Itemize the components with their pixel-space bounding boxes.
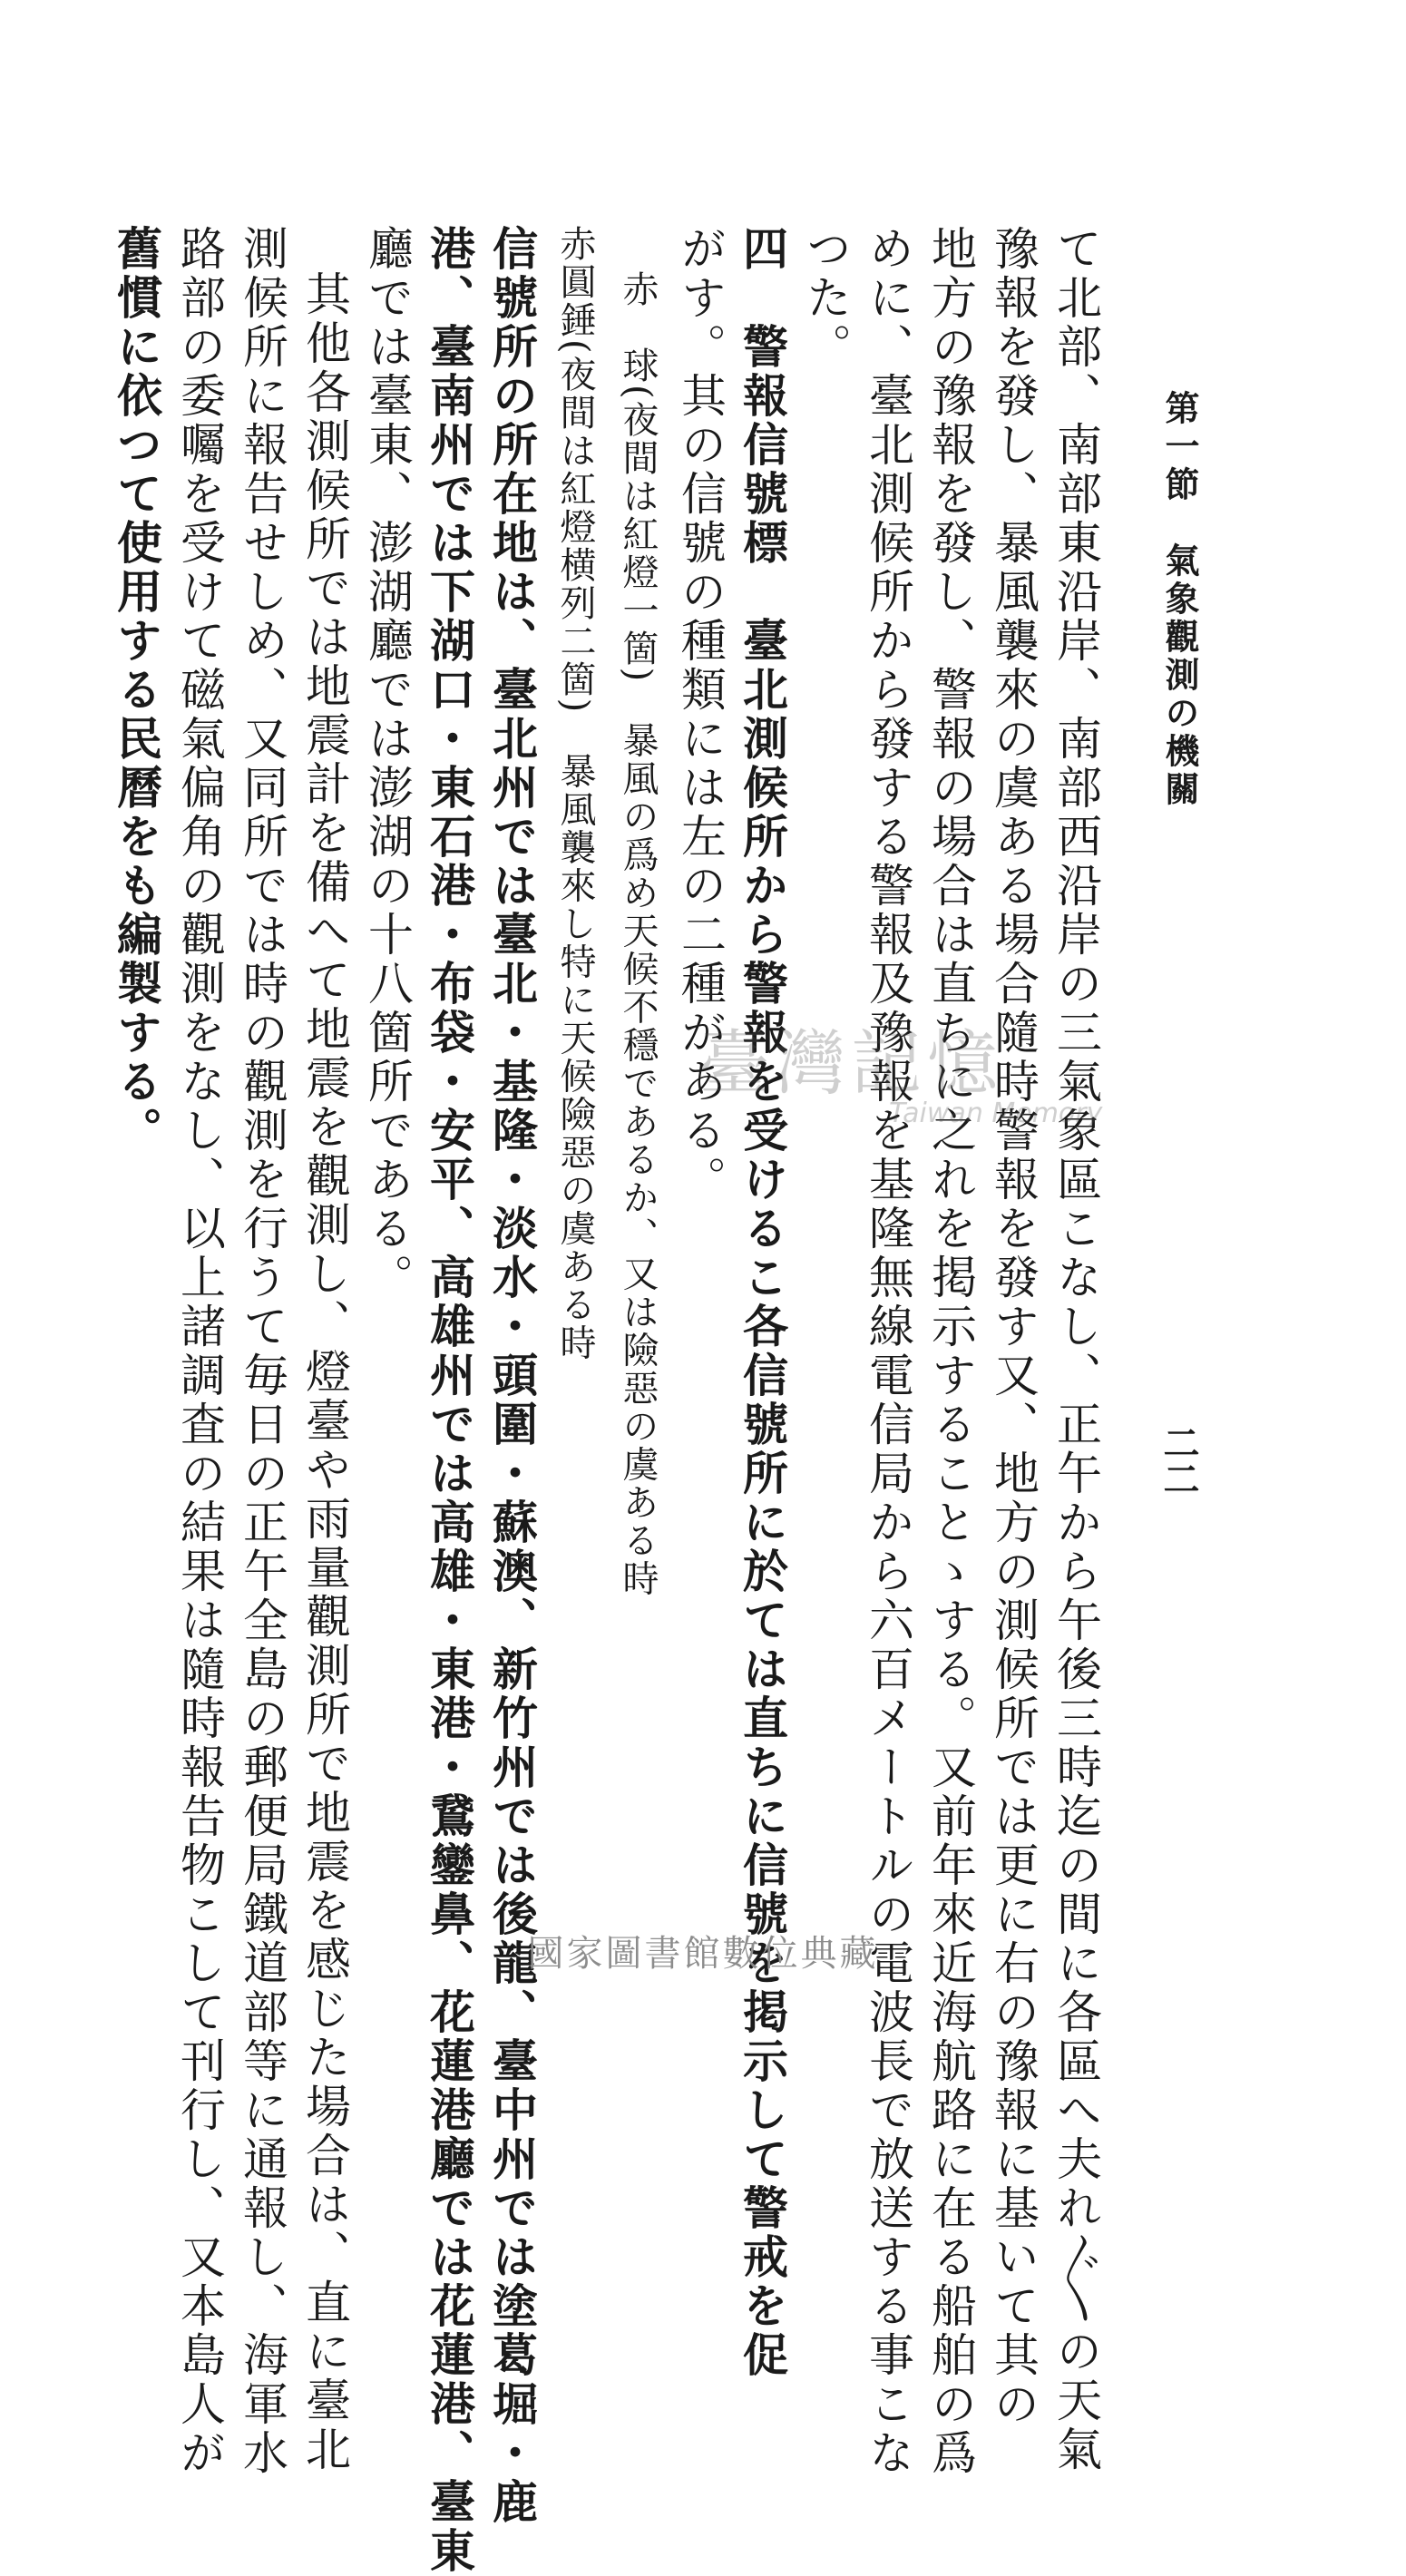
text-column: 豫報を發し、暴風襲來の虞ある場合隨時警報を發す又、地方の測候所では更に右の豫報に基いて其の	[987, 225, 1040, 2429]
signal-item-red-ball: 赤 球(夜間は紅燈一箇) 暴風の爲め天候不穩であるか、又は險惡の虞ある時	[617, 270, 659, 1598]
section-title: 第一節 氣象觀測の機關	[1159, 390, 1200, 809]
text-column: 路部の委囑を受けて磁氣偏角の觀測をなし、以上諸調査の結果は隨時報告物こして刊行し、又本島人が	[173, 225, 226, 2478]
text-column: がす。其の信號の種類には左の二種がある。	[674, 225, 727, 1205]
text-column: 港、臺南州では下湖口・東石港・布袋・安平、高雄州では高雄・東港・鵞鑾鼻、花蓮港廳では花蓮港、臺東	[423, 225, 476, 2576]
text-column: 其他各測候所では地震計を備へて地震を觀測し、燈臺や雨量觀測所で地震を感じた場合は、直に臺北	[298, 270, 351, 2474]
page-number: 二二	[1157, 1424, 1200, 1497]
text-column: 地方の豫報を發し、警報の場合は直ちに之れを掲示することゝする。又前年來近海航路に在る船舶の爲	[924, 225, 977, 2478]
signal-item-red-cone: 赤圓錘(夜間は紅燈横列二箇) 暴風襲來し特に天候險惡の虞ある時	[554, 225, 596, 1362]
watermark-subtext: Taiwan Memory	[889, 1098, 1103, 1129]
text-column: 廳では臺東、澎湖廳では澎湖の十八箇所である。	[361, 225, 414, 1303]
text-column: つた。	[799, 225, 852, 372]
text-column: めに、臺北測候所から發する警報及豫報を基隆無線電信局から六百メートルの電波長で放送する事こな	[862, 225, 914, 2478]
text-column: 舊慣に依つて使用する民曆をも編製する。	[110, 225, 163, 1156]
text-column: て北部、南部東沿岸、南部西沿岸の三氣象區こなし、正午から午後三時迄の間に各區へ夫れ〴〵の天氣	[1050, 225, 1102, 2474]
section-heading: 四 警報信號標 臺北測候所から警報を受けるこ各信號所に於ては直ちに信號を掲示して警戒を促	[736, 225, 789, 2380]
text-column: 信號所の所在地は、臺北州では臺北・基隆・淡水・頭圍・蘇澳、新竹州では後龍、臺中州では塗葛堀・鹿	[485, 225, 539, 2527]
watermark-logo-text: 臺灣記憶	[698, 1023, 1004, 1105]
text-column: 測候所に報告せしめ、又同所では時の觀測を行うて毎日の正午全島の郵便局鐵道部等に通報し、海軍水	[236, 225, 288, 2478]
footer-credit: 國家圖書館數位典藏	[527, 1933, 879, 1975]
